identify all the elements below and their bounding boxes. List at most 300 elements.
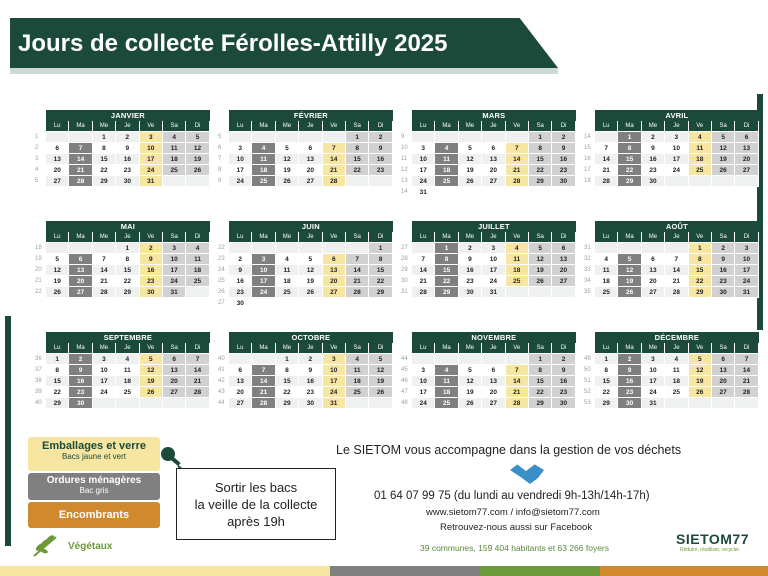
- week-number: 14: [584, 134, 591, 140]
- day-cell: 17: [252, 276, 275, 287]
- week-number: 12: [401, 167, 408, 173]
- day-cell: 12: [299, 265, 322, 276]
- day-cell: 28: [346, 287, 369, 298]
- day-cell: 14: [665, 265, 688, 276]
- week-number: 31: [401, 289, 408, 295]
- week-row: [217, 298, 393, 309]
- week-row: [34, 376, 210, 387]
- day-cell: 2: [116, 132, 139, 143]
- weekday-label: Je: [482, 232, 505, 243]
- day-cell: 22: [529, 165, 552, 176]
- day-cell: [93, 398, 116, 409]
- day-cell: [689, 176, 712, 187]
- day-cell: 24: [252, 287, 275, 298]
- day-cell: 7: [323, 143, 346, 154]
- day-cell: 1: [435, 243, 458, 254]
- day-cell: 2: [459, 243, 482, 254]
- day-cell: 22: [276, 387, 299, 398]
- day-cell: 31: [482, 287, 505, 298]
- day-cell: 7: [93, 254, 116, 265]
- week-row: [217, 254, 393, 265]
- day-cell: [529, 287, 552, 298]
- day-cell: 27: [46, 176, 69, 187]
- week-row: [217, 376, 393, 387]
- day-cell: 20: [46, 165, 69, 176]
- day-cell: 19: [276, 165, 299, 176]
- day-cell: 17: [735, 265, 758, 276]
- day-cell: 5: [689, 354, 712, 365]
- day-cell: 13: [712, 365, 735, 376]
- weekday-header: [583, 343, 759, 354]
- day-cell: 15: [116, 265, 139, 276]
- week-row: [217, 176, 393, 187]
- weekday-label: Me: [642, 232, 665, 243]
- day-cell: 24: [229, 176, 252, 187]
- day-cell: 31: [323, 398, 346, 409]
- month-6: [400, 221, 576, 298]
- week-row: [34, 287, 210, 298]
- day-cell: 21: [595, 165, 618, 176]
- week-row: [217, 365, 393, 376]
- week-row: [34, 132, 210, 143]
- day-cell: 9: [299, 365, 322, 376]
- day-cell: 7: [186, 354, 209, 365]
- day-cell: [459, 132, 482, 143]
- day-cell: [229, 354, 252, 365]
- day-cell: 19: [618, 276, 641, 287]
- day-cell: 9: [459, 254, 482, 265]
- day-cell: 20: [552, 265, 575, 276]
- day-cell: [435, 354, 458, 365]
- day-cell: 2: [552, 354, 575, 365]
- day-cell: [435, 187, 458, 198]
- week-number: 35: [584, 289, 591, 295]
- legend-ordures-title: Ordures ménagères: [46, 475, 142, 486]
- day-cell: 14: [735, 365, 758, 376]
- week-row: [583, 154, 759, 165]
- day-cell: 16: [116, 154, 139, 165]
- weekday-label: Ma: [435, 343, 458, 354]
- day-cell: [323, 298, 346, 309]
- weekday-label: Me: [93, 343, 116, 354]
- weekday-label: Ma: [252, 232, 275, 243]
- week-row: [400, 154, 576, 165]
- day-cell: 13: [46, 154, 69, 165]
- day-cell: 6: [552, 243, 575, 254]
- day-cell: 18: [665, 376, 688, 387]
- weekday-header: [34, 121, 210, 132]
- day-cell: 5: [186, 132, 209, 143]
- day-cell: 6: [46, 143, 69, 154]
- weekday-label: Lu: [229, 121, 252, 132]
- day-cell: [69, 243, 92, 254]
- day-cell: 18: [163, 154, 186, 165]
- day-cell: [435, 132, 458, 143]
- week-number: 40: [35, 400, 42, 406]
- weekday-label: Ma: [618, 232, 641, 243]
- day-cell: 30: [116, 176, 139, 187]
- day-cell: 18: [346, 376, 369, 387]
- week-number: 44: [401, 356, 408, 362]
- day-cell: 30: [459, 287, 482, 298]
- day-cell: 9: [552, 365, 575, 376]
- day-cell: 6: [712, 354, 735, 365]
- day-cell: 10: [735, 254, 758, 265]
- week-number: 5: [35, 178, 39, 184]
- legend-emballages: [28, 437, 160, 471]
- day-cell: 16: [552, 376, 575, 387]
- week-row: [34, 387, 210, 398]
- day-cell: 2: [642, 132, 665, 143]
- weekday-label: Di: [186, 232, 209, 243]
- day-cell: 2: [140, 243, 163, 254]
- day-cell: 30: [140, 287, 163, 298]
- day-cell: 3: [412, 365, 435, 376]
- month-4: [34, 221, 210, 298]
- reminder-box: [176, 468, 336, 540]
- day-cell: 7: [665, 254, 688, 265]
- week-row: [583, 287, 759, 298]
- weekday-label: Sa: [712, 343, 735, 354]
- week-row: [34, 176, 210, 187]
- day-cell: 17: [412, 165, 435, 176]
- weekday-label: Sa: [529, 121, 552, 132]
- day-cell: 27: [712, 387, 735, 398]
- day-cell: [229, 132, 252, 143]
- day-cell: 3: [140, 132, 163, 143]
- day-cell: 16: [299, 376, 322, 387]
- week-number: 8: [218, 167, 222, 173]
- day-cell: 17: [642, 376, 665, 387]
- week-number: 10: [401, 145, 408, 151]
- day-cell: 7: [595, 143, 618, 154]
- week-row: [34, 154, 210, 165]
- week-row: [34, 365, 210, 376]
- day-cell: 3: [665, 132, 688, 143]
- month-0: [34, 110, 210, 187]
- website-email[interactable]: www.sietom77.com / info@sietom77.com: [426, 507, 600, 518]
- weekday-label: Lu: [46, 121, 69, 132]
- day-cell: 16: [552, 154, 575, 165]
- day-cell: 3: [163, 243, 186, 254]
- day-cell: [229, 243, 252, 254]
- week-row: [217, 243, 393, 254]
- day-cell: [93, 243, 116, 254]
- day-cell: 15: [435, 265, 458, 276]
- day-cell: 2: [712, 243, 735, 254]
- weekday-label: Je: [299, 121, 322, 132]
- day-cell: [252, 243, 275, 254]
- day-cell: 22: [689, 276, 712, 287]
- week-number: 18: [35, 245, 42, 251]
- day-cell: 31: [412, 187, 435, 198]
- week-row: [583, 365, 759, 376]
- day-cell: 1: [46, 354, 69, 365]
- month-title: NOVEMBRE: [412, 332, 576, 343]
- week-number: 34: [584, 278, 591, 284]
- day-cell: 7: [506, 143, 529, 154]
- week-number: 31: [584, 245, 591, 251]
- week-number: 25: [218, 278, 225, 284]
- week-number: 28: [401, 256, 408, 262]
- week-number: 29: [401, 267, 408, 273]
- week-number: 46: [401, 378, 408, 384]
- day-cell: 25: [116, 387, 139, 398]
- day-cell: 9: [140, 254, 163, 265]
- day-cell: 18: [276, 276, 299, 287]
- day-cell: 13: [482, 376, 505, 387]
- week-number: 32: [584, 256, 591, 262]
- day-cell: 21: [412, 276, 435, 287]
- day-cell: 26: [46, 287, 69, 298]
- day-cell: 18: [689, 154, 712, 165]
- week-row: [583, 354, 759, 365]
- day-cell: 13: [299, 154, 322, 165]
- weekday-label: Sa: [712, 121, 735, 132]
- day-cell: 4: [186, 243, 209, 254]
- legend-vegetaux: Végétaux: [68, 541, 113, 552]
- day-cell: 16: [642, 154, 665, 165]
- day-cell: 5: [369, 354, 392, 365]
- day-cell: 12: [459, 154, 482, 165]
- day-cell: 6: [482, 365, 505, 376]
- day-cell: [369, 398, 392, 409]
- weekday-header: [34, 343, 210, 354]
- day-cell: 23: [642, 165, 665, 176]
- day-cell: 26: [459, 176, 482, 187]
- month-2: [400, 110, 576, 198]
- day-cell: 16: [369, 154, 392, 165]
- day-cell: 20: [323, 276, 346, 287]
- week-row: [217, 154, 393, 165]
- day-cell: 28: [595, 176, 618, 187]
- day-cell: 21: [665, 276, 688, 287]
- day-cell: [506, 132, 529, 143]
- day-cell: [665, 243, 688, 254]
- day-cell: 15: [276, 376, 299, 387]
- weekday-label: Me: [276, 343, 299, 354]
- day-cell: 31: [140, 176, 163, 187]
- week-number: 21: [35, 278, 42, 284]
- day-cell: 5: [459, 365, 482, 376]
- week-number-spacer: [583, 121, 595, 132]
- week-number: 9: [401, 134, 405, 140]
- day-cell: 9: [642, 143, 665, 154]
- week-number: 27: [218, 300, 225, 306]
- day-cell: 18: [116, 376, 139, 387]
- weekday-label: Sa: [529, 232, 552, 243]
- bottom-stripe-orange: [600, 566, 768, 576]
- week-row: [400, 376, 576, 387]
- weekday-label: Ma: [69, 121, 92, 132]
- weekday-label: Lu: [229, 232, 252, 243]
- day-cell: [412, 132, 435, 143]
- day-cell: 9: [552, 143, 575, 154]
- month-title: JANVIER: [46, 110, 210, 121]
- day-cell: 28: [323, 176, 346, 187]
- weekday-label: Ma: [252, 121, 275, 132]
- month-title: DÉCEMBRE: [595, 332, 759, 343]
- week-number: 39: [35, 389, 42, 395]
- month-8: [34, 332, 210, 409]
- day-cell: 25: [435, 176, 458, 187]
- day-cell: 26: [689, 387, 712, 398]
- day-cell: 30: [69, 398, 92, 409]
- week-row: [217, 132, 393, 143]
- week-row: [583, 398, 759, 409]
- weekday-header: [583, 232, 759, 243]
- day-cell: 11: [163, 143, 186, 154]
- day-cell: 8: [93, 143, 116, 154]
- month-5: [217, 221, 393, 309]
- week-row: [583, 276, 759, 287]
- week-row: [400, 132, 576, 143]
- week-row: [400, 354, 576, 365]
- weekday-header: [400, 121, 576, 132]
- day-cell: 4: [116, 354, 139, 365]
- day-cell: 4: [163, 132, 186, 143]
- day-cell: 14: [93, 265, 116, 276]
- week-row: [583, 165, 759, 176]
- day-cell: 13: [69, 265, 92, 276]
- day-cell: 17: [412, 387, 435, 398]
- day-cell: 21: [346, 276, 369, 287]
- day-cell: 6: [482, 143, 505, 154]
- weekday-label: Di: [552, 343, 575, 354]
- reminder-line3: après 19h: [227, 514, 285, 529]
- day-cell: 14: [346, 265, 369, 276]
- day-cell: 10: [482, 254, 505, 265]
- day-cell: 29: [116, 287, 139, 298]
- day-cell: 1: [595, 354, 618, 365]
- day-cell: 4: [276, 254, 299, 265]
- weekday-label: Sa: [346, 343, 369, 354]
- day-cell: 29: [529, 176, 552, 187]
- day-cell: 12: [618, 265, 641, 276]
- day-cell: [323, 243, 346, 254]
- day-cell: 22: [529, 387, 552, 398]
- day-cell: [163, 176, 186, 187]
- day-cell: 22: [369, 276, 392, 287]
- day-cell: [346, 298, 369, 309]
- weekday-label: Ve: [689, 121, 712, 132]
- day-cell: 8: [618, 143, 641, 154]
- weekday-label: Sa: [163, 343, 186, 354]
- day-cell: [689, 398, 712, 409]
- day-cell: 20: [712, 376, 735, 387]
- day-cell: 24: [412, 398, 435, 409]
- week-row: [400, 187, 576, 198]
- week-row: [217, 287, 393, 298]
- day-cell: 17: [482, 265, 505, 276]
- day-cell: 28: [69, 176, 92, 187]
- week-number-spacer: [583, 343, 595, 354]
- day-cell: [140, 398, 163, 409]
- day-cell: 7: [346, 254, 369, 265]
- month-title: AOÛT: [595, 221, 759, 232]
- weekday-label: Ve: [140, 343, 163, 354]
- weekday-label: Di: [369, 343, 392, 354]
- left-accent-bar: [5, 316, 11, 546]
- week-number-spacer: [400, 232, 412, 243]
- week-number: 44: [218, 400, 225, 406]
- day-cell: 4: [506, 243, 529, 254]
- day-cell: 24: [412, 176, 435, 187]
- day-cell: 16: [140, 265, 163, 276]
- day-cell: 3: [482, 243, 505, 254]
- day-cell: 3: [252, 254, 275, 265]
- day-cell: 7: [506, 365, 529, 376]
- day-cell: [552, 287, 575, 298]
- day-cell: 23: [299, 387, 322, 398]
- day-cell: [69, 132, 92, 143]
- week-row: [34, 265, 210, 276]
- month-title: JUIN: [229, 221, 393, 232]
- day-cell: 8: [689, 254, 712, 265]
- day-cell: 19: [186, 154, 209, 165]
- weekday-label: Di: [552, 232, 575, 243]
- bottom-stripe-gray: [330, 566, 480, 576]
- week-number-spacer: [217, 343, 229, 354]
- day-cell: 7: [69, 143, 92, 154]
- day-cell: 20: [163, 376, 186, 387]
- day-cell: 10: [229, 154, 252, 165]
- weekday-label: Je: [116, 343, 139, 354]
- week-number: 33: [584, 267, 591, 273]
- weekday-label: Lu: [412, 343, 435, 354]
- day-cell: 19: [689, 376, 712, 387]
- weekday-label: Lu: [595, 232, 618, 243]
- day-cell: 10: [642, 365, 665, 376]
- day-cell: [482, 354, 505, 365]
- day-cell: [46, 132, 69, 143]
- week-number: 5: [218, 134, 222, 140]
- week-row: [583, 254, 759, 265]
- day-cell: 27: [482, 176, 505, 187]
- day-cell: 10: [412, 154, 435, 165]
- day-cell: 8: [276, 365, 299, 376]
- day-cell: 20: [69, 276, 92, 287]
- day-cell: 16: [712, 265, 735, 276]
- day-cell: 14: [323, 154, 346, 165]
- day-cell: 25: [665, 387, 688, 398]
- day-cell: 8: [595, 365, 618, 376]
- week-number: 17: [584, 167, 591, 173]
- day-cell: 31: [163, 287, 186, 298]
- day-cell: 25: [252, 176, 275, 187]
- day-cell: 16: [459, 265, 482, 276]
- day-cell: 22: [435, 276, 458, 287]
- weekday-header: [217, 343, 393, 354]
- week-number: 42: [218, 378, 225, 384]
- day-cell: 28: [506, 398, 529, 409]
- day-cell: 31: [735, 287, 758, 298]
- day-cell: 28: [735, 387, 758, 398]
- day-cell: 17: [323, 376, 346, 387]
- weekday-header: [400, 343, 576, 354]
- day-cell: 7: [252, 365, 275, 376]
- day-cell: 14: [186, 365, 209, 376]
- day-cell: [186, 398, 209, 409]
- week-row: [34, 276, 210, 287]
- week-number: 51: [584, 378, 591, 384]
- week-row: [34, 243, 210, 254]
- day-cell: [346, 243, 369, 254]
- day-cell: 24: [93, 387, 116, 398]
- week-row: [583, 243, 759, 254]
- weekday-header: [400, 232, 576, 243]
- legend-emballages-title: Emballages et verre: [42, 440, 146, 452]
